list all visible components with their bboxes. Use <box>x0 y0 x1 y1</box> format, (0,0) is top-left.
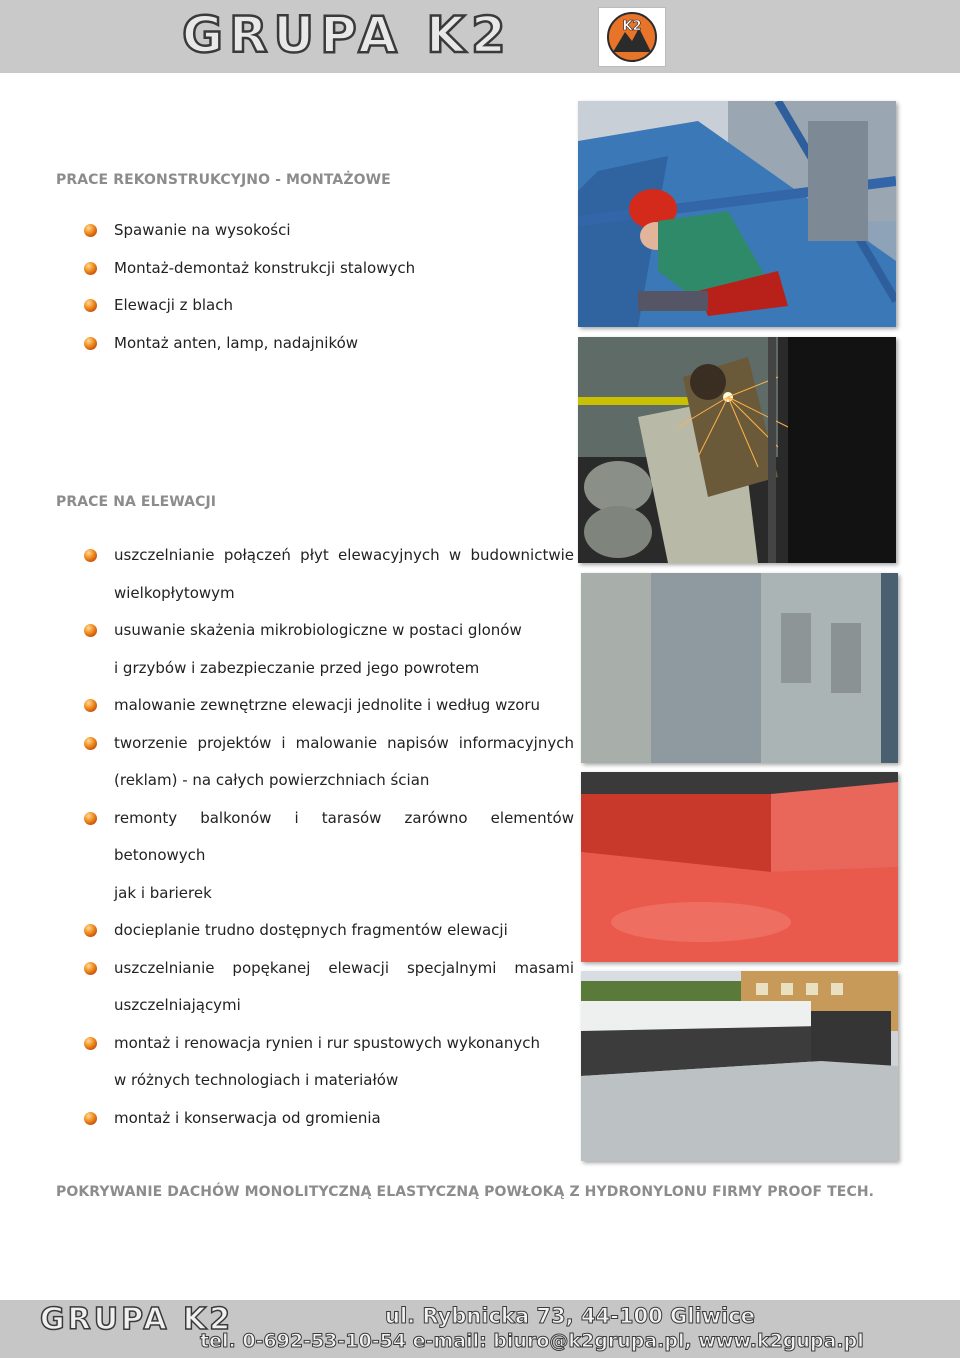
section-title-roofing: POKRYWANIE DACHÓW MONOLITYCZNĄ ELASTYCZNĄ POWŁOKĄ Z HYDRONYLONU FIRMY PROOF TECH. <box>56 1184 875 1200</box>
bullet-icon <box>84 299 97 312</box>
footer-contact: tel. 0-692-53-10-54 e-mail: biuro@k2grupa.pl, www.k2gupa.pl <box>200 1330 864 1352</box>
bullet-icon <box>84 812 97 825</box>
bullet-icon <box>84 262 97 275</box>
list-item: Spawanie na wysokości <box>84 212 574 250</box>
list-item-continuation: i grzybów i zabezpieczanie przed jego powrotem <box>114 658 480 677</box>
bullet-icon <box>84 224 97 237</box>
section-title-reconstruction: PRACE REKONSTRUKCYJNO - MONTAŻOWE <box>56 172 391 188</box>
photo-welding-at-height <box>578 101 896 327</box>
list-item: Elewacji z blach <box>84 287 574 325</box>
section-title-facade: PRACE NA ELEWACJI <box>56 494 217 510</box>
bullet-icon <box>84 962 97 975</box>
bullet-icon <box>84 624 97 637</box>
bullet-icon <box>84 737 97 750</box>
photo-facade-wall <box>581 573 898 763</box>
bullet-icon <box>84 924 97 937</box>
list-item: montaż i konserwacja od gromienia <box>84 1100 574 1138</box>
list-item-continuation: wielkopłytowym <box>114 583 235 602</box>
list-item: Montaż anten, lamp, nadajników <box>84 325 574 363</box>
photo-red-roof-coating <box>581 772 898 962</box>
list-item-continuation: w różnych technologiach i materiałów <box>114 1071 399 1089</box>
bullet-icon <box>84 699 97 712</box>
company-logo: GRUPA K2 <box>182 6 512 64</box>
list-item: uszczelnianie popękanej elewacji specjalnymi masami <box>84 950 574 988</box>
bullet-icon <box>84 1112 97 1125</box>
footer-address: ul. Rybnicka 73, 44-100 Gliwice <box>385 1304 755 1328</box>
footer-logo: GRUPA K2 <box>40 1302 234 1337</box>
bullet-icon <box>84 549 97 562</box>
facade-list <box>84 537 574 1137</box>
list-item: Montaż-demontaż konstrukcji stalowych <box>84 250 574 288</box>
bullet-icon <box>84 1037 97 1050</box>
bullet-icon <box>84 337 97 350</box>
list-item: remonty balkonów i tarasów zarówno elementów betonowych <box>84 800 574 875</box>
list-item-continuation: uszczelniającymi <box>114 996 241 1014</box>
photo-flat-roof <box>581 971 898 1161</box>
list-item: uszczelnianie połączeń płyt elewacyjnych w budownictwie <box>84 537 574 575</box>
photo-grinding-sparks <box>578 337 896 563</box>
list-item: docieplanie trudno dostępnych fragmentów elewacji <box>84 912 574 950</box>
list-item: usuwanie skażenia mikrobiologiczne w postaci glonów <box>84 612 574 650</box>
badge-text: K2 <box>622 19 642 34</box>
list-item: montaż i renowacja rynien i rur spustowych wykonanych <box>84 1025 574 1063</box>
k2-badge-logo <box>598 7 666 67</box>
list-item-continuation: jak i barierek <box>114 883 212 902</box>
reconstruction-list <box>84 212 574 362</box>
list-item: malowanie zewnętrzne elewacji jednolite i według wzoru <box>84 687 574 725</box>
list-item-continuation: (reklam) - na całych powierzchniach ścian <box>114 771 430 789</box>
list-item: tworzenie projektów i malowanie napisów informacyjnych <box>84 725 574 763</box>
